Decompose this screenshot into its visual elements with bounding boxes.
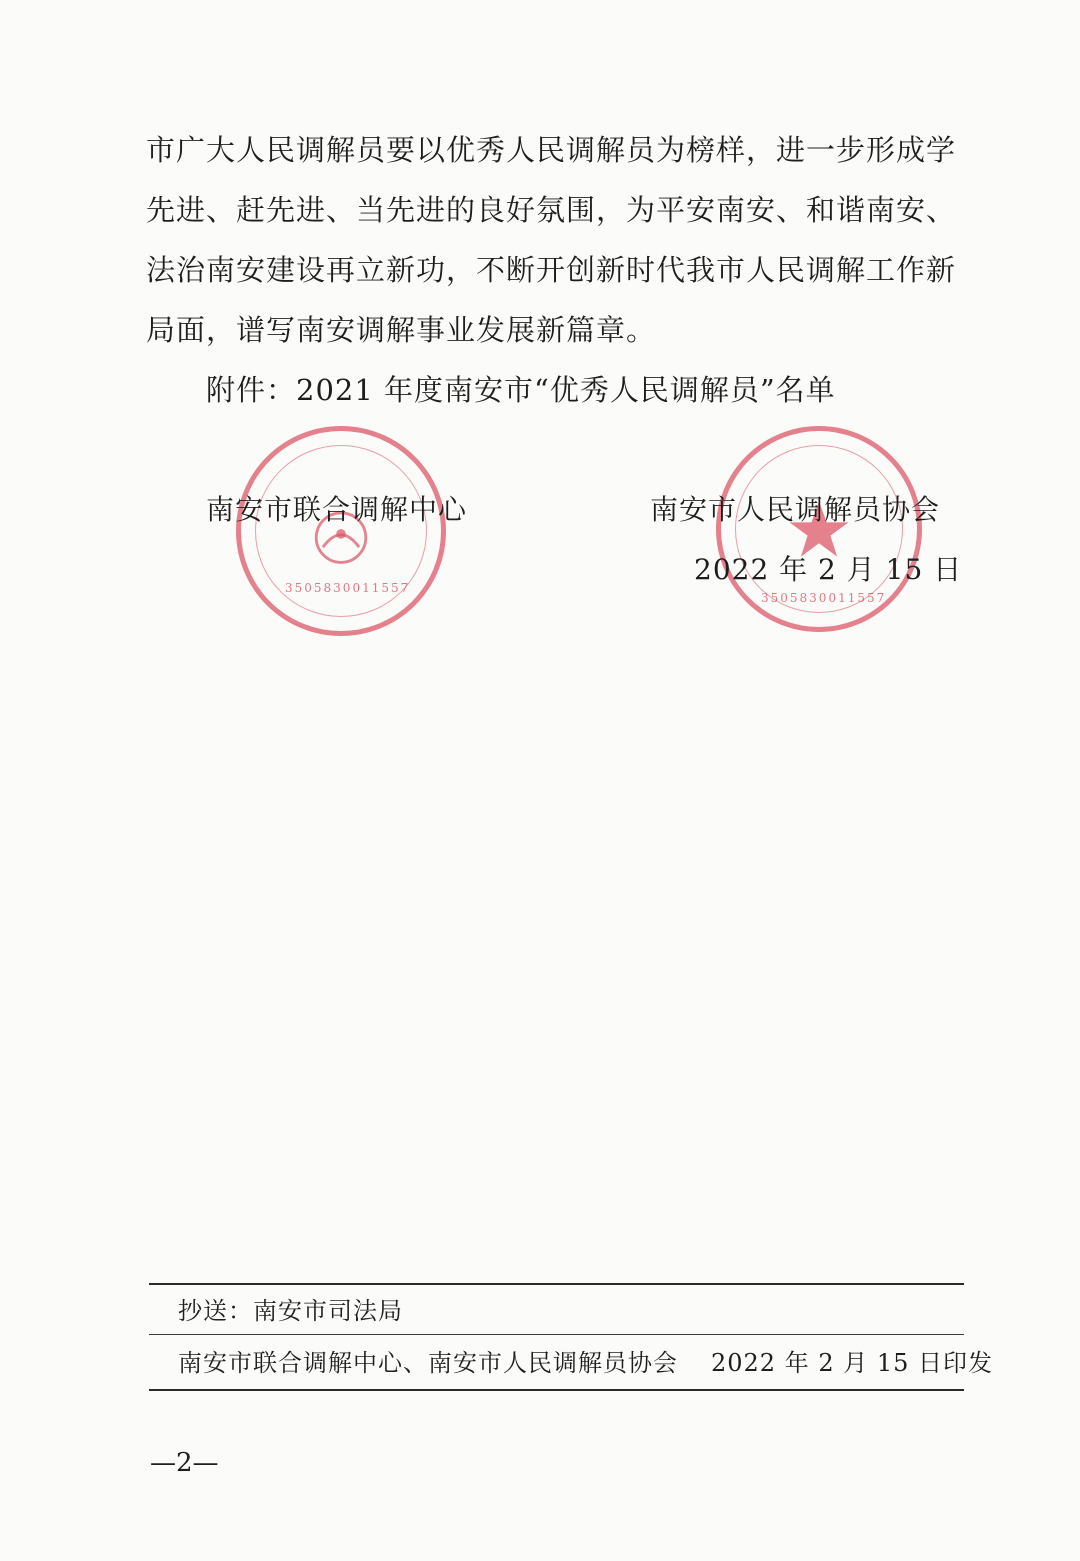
body-line-3: 法治南安建设再立新功，不断开创新时代我市人民调解工作新 [146, 253, 957, 287]
footer-rule-middle [149, 1334, 964, 1335]
signature-left-org: 南安市联合调解中心 [206, 493, 468, 526]
footer-rule-bottom [149, 1389, 964, 1391]
seal-left [236, 426, 446, 636]
attachment-line: 附件：2021 年度南安市“优秀人民调解员”名单 [206, 373, 836, 407]
seal-right-number: 3505830011557 [761, 591, 887, 605]
body-line-4: 局面，谱写南安调解事业发展新篇章。 [146, 313, 657, 347]
seal-left-emblem-icon [241, 431, 441, 631]
signature-date: 2022 年 2 月 15 日 [694, 553, 963, 586]
body-line-2: 先进、赶先进、当先进的良好氛围，为平安南安、和谐南安、 [146, 193, 957, 227]
footer-issue-date: 2022 年 2 月 15 日印发 [711, 1349, 994, 1377]
footer-rule-top [149, 1283, 964, 1285]
footer-issuer: 南安市联合调解中心、南安市人民调解员协会 [178, 1349, 678, 1377]
footer-cc: 抄送：南安市司法局 [178, 1297, 403, 1325]
body-line-1: 市广大人民调解员要以优秀人民调解员为榜样，进一步形成学 [146, 133, 957, 167]
page-number: —2— [150, 1448, 219, 1478]
signature-right-org: 南安市人民调解员协会 [650, 493, 941, 526]
seal-left-number: 3505830011557 [285, 581, 411, 595]
